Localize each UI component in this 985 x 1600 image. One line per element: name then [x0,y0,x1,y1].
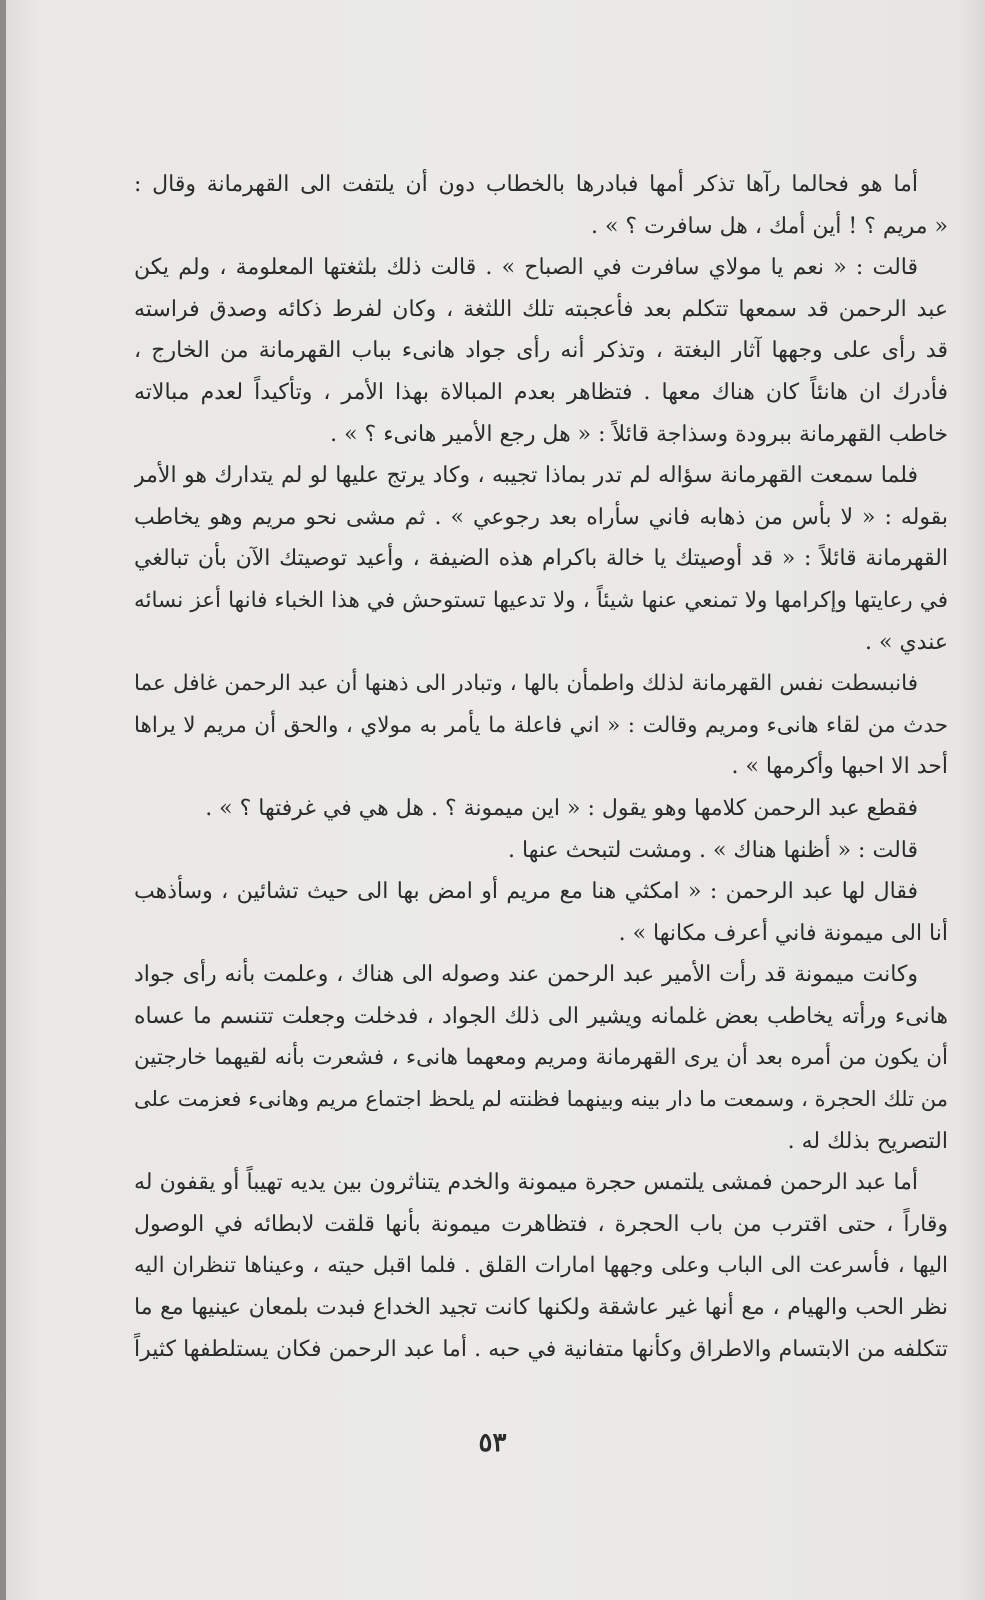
text-line: اليها ، فأسرعت الى الباب وعلى وجهها امارات القلق . فلما اقبل حيته ، وعيناها تنظران اليه [134,1253,948,1279]
text-line: فأدرك ان هانئاً كان هناك معها . فتظاهر بعدم المبالاة بهذا الأمر ، وتأكيداً لعدم مبالاته [134,379,948,405]
text-line: فقطع عبد الرحمن كلامها وهو يقول : « اين ميمونة ؟ . هل هي في غرفتها ؟ » . [205,795,918,821]
text-line: فانبسطت نفس القهرمانة لذلك واطمأن بالها ، وتبادر الى ذهنها أن عبد الرحمن غافل عما [134,671,918,697]
page-edge-shadow [0,0,6,1600]
text-line: قد رأى على وجهها آثار البغتة ، وتذكر أنه رأى جواد هانىء بباب القهرمانة من الخارج ، [134,338,948,364]
text-line: عندي » . [865,629,948,655]
text-line: القهرمانة قائلاً : « قد أوصيتك يا خالة باكرام هذه الضيفة ، وأعيد توصيتك الآن بأن تبالغي [134,546,948,572]
text-line: « مريم ؟ ! أين أمك ، هل سافرت ؟ » . [590,213,948,239]
body-text [134,164,948,1370]
text-line: خاطب القهرمانة ببرودة وسذاجة قائلاً : « هل رجع الأمير هانىء ؟ » . [330,421,948,447]
text-line: نظر الحب والهيام ، مع أنها غير عاشقة ولكنها كانت تجيد الخداع فبدت بلمعان عينيها مع ما [134,1295,948,1321]
text-line: فلما سمعت القهرمانة سؤاله لم تدر بماذا تجيبه ، وكاد يرتج عليها لو لم يتدارك هو الأمر [134,463,918,489]
text-line: أحد الا احبها وأكرمها » . [731,754,948,780]
text-line: تتكلفه من الابتسام والاطراق وكأنها متفانية في حبه . أما عبد الرحمن فكان يستلطفها كثيراً [134,1336,948,1362]
text-line: حدث من لقاء هانىء ومريم وقالت : « اني فاعلة ما يأمر به مولاي ، والحق أن مريم لا يراها [134,712,948,738]
text-line: قالت : « أظنها هناك » . ومشت لتبحث عنها . [508,837,918,863]
text-line: أنا الى ميمونة فاني أعرف مكانها » . [618,920,948,946]
text-line: وقاراً ، حتى اقترب من باب الحجرة ، فتظاهرت ميمونة بأنها قلقت لابطائه في الوصول [134,1211,948,1237]
text-line: أما عبد الرحمن فمشى يلتمس حجرة ميمونة والخدم يتناثرون بين يديه تهيباً أو يقفون له [134,1170,918,1196]
text-line: عبد الرحمن قد سمعها تتكلم بعد فأعجبته تلك اللثغة ، وكان لفرط ذكائه وصدق فراسته [134,296,948,322]
text-line: من تلك الحجرة ، وسمعت ما دار بينه وبينهما فظنته لم يلحظ اجتماع مريم وهانىء فعزمت على [134,1087,948,1112]
text-line: قالت : « نعم يا مولاي سافرت في الصباح » . قالت ذلك بلثغتها المعلومة ، ولم يكن [134,255,918,281]
text-line: التصريح بذلك له . [787,1128,948,1154]
text-line: أما هو فحالما رآها تذكر أمها فبادرها بالخطاب دون أن يلتفت الى القهرمانة وقال : [134,172,918,197]
text-line: فقال لها عبد الرحمن : « امكثي هنا مع مريم أو امض بها الى حيث تشائين ، وسأذهب [134,879,918,905]
text-line: في رعايتها وإكرامها ولا تمنعي عنها شيئاً ، ولا تدعيها تستوحش في هذا الخباء فانها أعز نسائه [134,587,948,613]
text-line: بقوله : « لا بأس من ذهابه فاني سأراه بعد رجوعي » . ثم مشى نحو مريم وهو يخاطب [134,504,948,530]
text-line: أن يكون من أمره بعد أن يرى القهرمانة ومريم ومعهما هانىء ، فشعرت بأنه لقيهما خارجتين [134,1045,948,1071]
text-line: هانىء ورأته يخاطب بعض غلمانه ويشير الى ذلك الجواد ، فدخلت وجعلت تتنسم ما عساه [134,1003,948,1029]
text-line: وكانت ميمونة قد رأت الأمير عبد الرحمن عند وصوله الى هناك ، وعلمت بأنه رأى جواد [134,962,918,988]
page-number: ٥٣ [478,1428,507,1458]
